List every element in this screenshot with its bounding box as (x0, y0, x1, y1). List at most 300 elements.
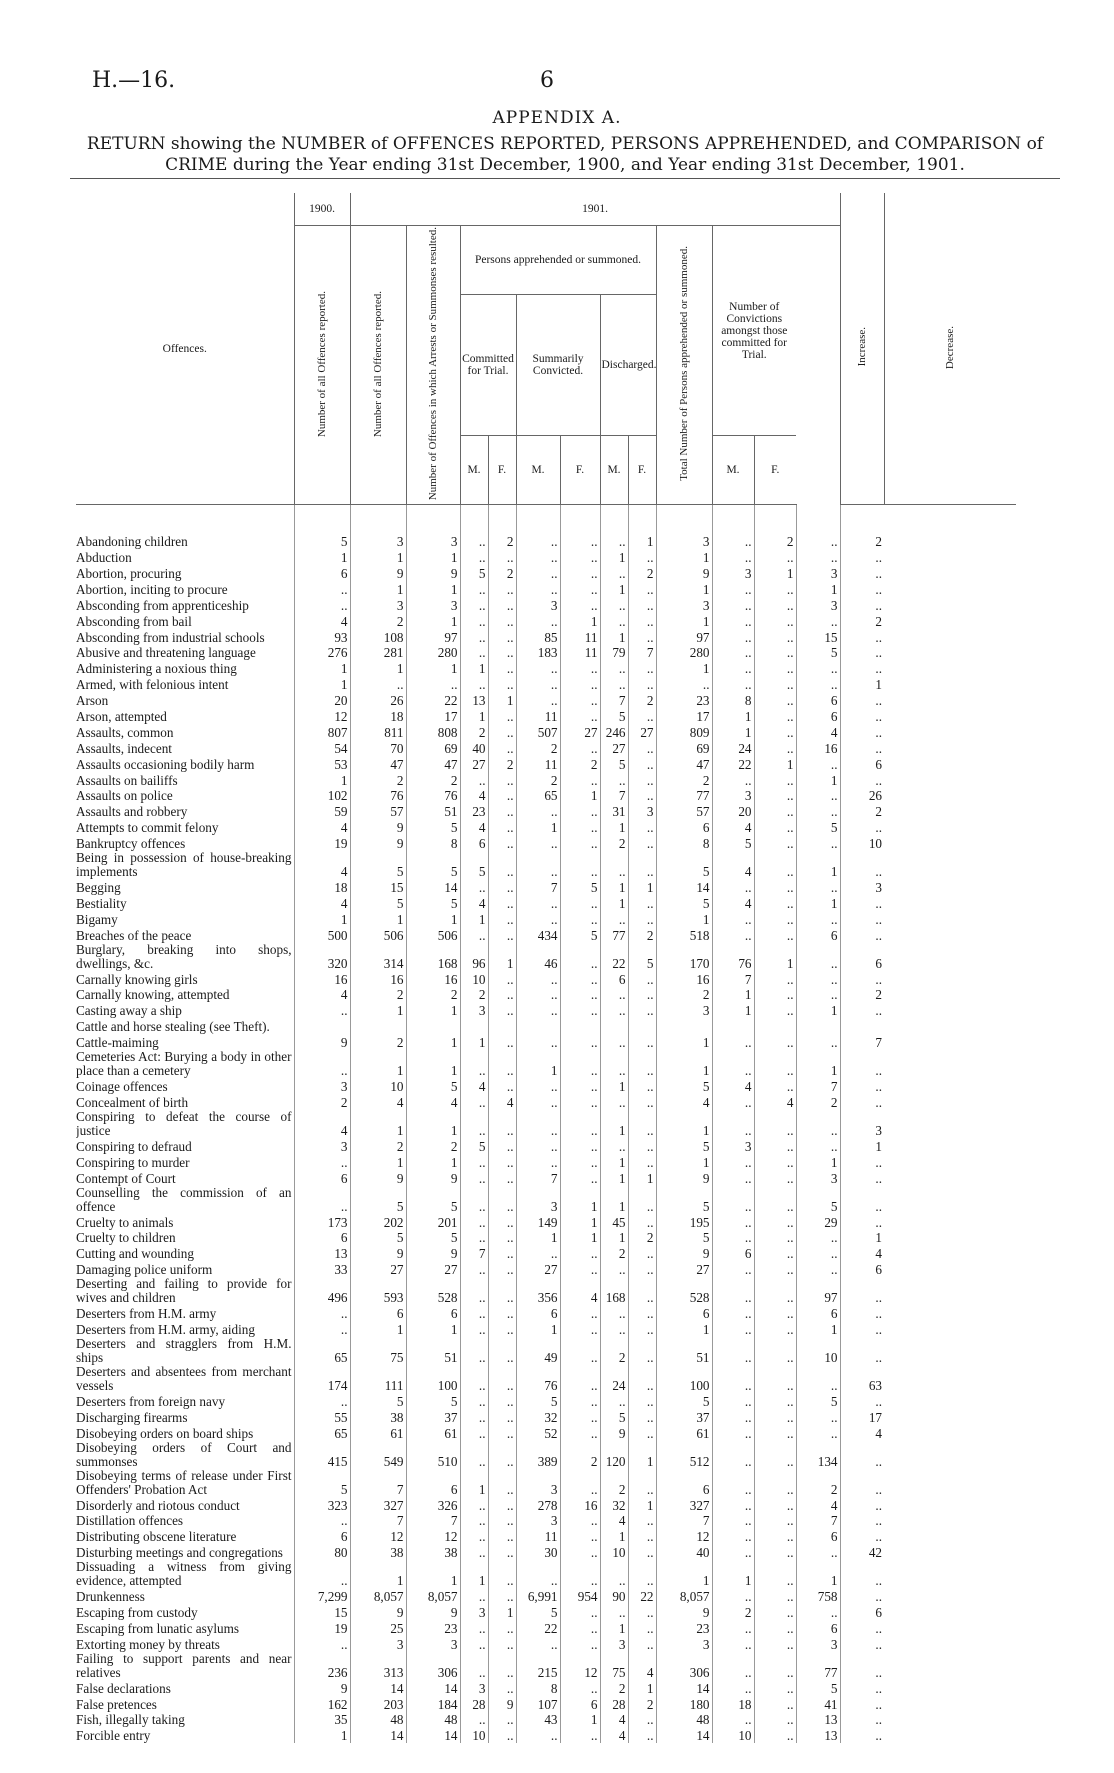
cell-r1900: 65 (294, 1425, 350, 1441)
cell-tot: 14 (656, 1727, 712, 1743)
cell-name: Dissuading a witness from giving evidence, attempted (76, 1560, 292, 1589)
cell-vm: 8 (712, 692, 754, 708)
cell-dm: 1 (600, 1528, 628, 1544)
cell-cf: .. (488, 772, 516, 788)
cell-sf: 1 (560, 788, 600, 804)
cell-arr: 3 (406, 1636, 460, 1652)
table-row (76, 987, 1016, 1003)
cell-df: .. (628, 1544, 656, 1560)
cell-vm: .. (712, 1321, 754, 1337)
cell-arr: 8,057 (406, 1588, 460, 1604)
cell-sf: 16 (560, 1497, 600, 1513)
col-discharged-m: M. (600, 436, 628, 505)
cell-r1901: 38 (350, 1544, 406, 1560)
cell-tot: 5 (656, 895, 712, 911)
cell-inc: .. (796, 835, 840, 851)
cell-vm: 4 (712, 895, 754, 911)
cell-r1901: 5 (350, 1230, 406, 1246)
cell-inc: .. (796, 549, 840, 565)
cell-name: Escaping from custody (76, 1604, 198, 1620)
cell-r1900: 5 (294, 1469, 350, 1497)
cell-vf: .. (754, 851, 796, 879)
cell-r1900: 1 (294, 1727, 350, 1743)
cell-tot: 1 (656, 911, 712, 927)
cell-tot: 512 (656, 1441, 712, 1469)
cell-vm: .. (712, 772, 754, 788)
cell-vm: 4 (712, 851, 754, 879)
table-row (76, 772, 1016, 788)
cell-name: Conspiring to defeat the course of justice (76, 1109, 292, 1138)
cell-inc: 6 (796, 1620, 840, 1636)
cell-vm: .. (712, 1441, 754, 1469)
cell-cm: 2 (460, 724, 488, 740)
table-row (76, 1652, 1016, 1680)
cell-sm: .. (516, 1636, 560, 1652)
cell-df: 7 (628, 645, 656, 661)
cell-name: Begging (76, 880, 121, 896)
cell-name: Counselling the commission of an offence (76, 1185, 292, 1214)
cell-name: Breaches of the peace (76, 927, 192, 943)
cell-name: Cutting and wounding (76, 1246, 194, 1262)
table-row (76, 1337, 1016, 1365)
cell-inc: .. (796, 987, 840, 1003)
cell-dec: .. (840, 565, 884, 581)
cell-vf: .. (754, 1245, 796, 1261)
cell-cm: .. (460, 927, 488, 943)
cell-cf: .. (488, 645, 516, 661)
cell-dec: .. (840, 660, 884, 676)
cell-cf: .. (488, 851, 516, 879)
cell-cm: .. (460, 645, 488, 661)
cell-vm: .. (712, 1469, 754, 1497)
cell-df: .. (628, 1245, 656, 1261)
cell-dec: .. (840, 597, 884, 613)
cell-vm: 2 (712, 1604, 754, 1620)
table-row (76, 740, 1016, 756)
cell-inc: .. (796, 1110, 840, 1138)
cell-arr: 27 (406, 1261, 460, 1277)
cell-cm: .. (460, 1277, 488, 1305)
cell-cm: 40 (460, 740, 488, 756)
col-convictions-f: F. (754, 436, 796, 505)
cell-r1901: 70 (350, 740, 406, 756)
cell-vf: .. (754, 1230, 796, 1246)
cell-arr: 69 (406, 740, 460, 756)
cell-cf: 2 (488, 505, 516, 550)
cell-tot: 23 (656, 692, 712, 708)
cell-cm: 28 (460, 1696, 488, 1712)
cell-sm: 6 (516, 1305, 560, 1321)
cell-sf: 1 (560, 1230, 600, 1246)
cell-df: .. (628, 581, 656, 597)
cell-name: Absconding from bail (76, 613, 192, 629)
cell-dm (600, 1018, 628, 1034)
cell-vf: .. (754, 1365, 796, 1393)
cell-vf: .. (754, 1337, 796, 1365)
cell-cf: .. (488, 724, 516, 740)
cell-tot: 14 (656, 1680, 712, 1696)
cell-sf: .. (560, 1154, 600, 1170)
cell-inc (796, 1018, 840, 1034)
cell-arr: 3 (406, 505, 460, 550)
cell-r1900: .. (294, 1560, 350, 1588)
cell-vf: .. (754, 1078, 796, 1094)
table-row (76, 1050, 1016, 1078)
cell-sf: .. (560, 505, 600, 550)
cell-cm: .. (460, 1214, 488, 1230)
cell-arr: 168 (406, 943, 460, 971)
cell-sf: .. (560, 1425, 600, 1441)
cell-dec: 2 (840, 505, 884, 550)
cell-r1900: 53 (294, 756, 350, 772)
cell-arr: 76 (406, 788, 460, 804)
cell-df: .. (628, 772, 656, 788)
cell-sf: .. (560, 597, 600, 613)
cell-dec: 10 (840, 835, 884, 851)
cell-vf: .. (754, 772, 796, 788)
cell-sm: .. (516, 1034, 560, 1050)
cell-r1900: .. (294, 1002, 350, 1018)
cell-cm: .. (460, 1588, 488, 1604)
cell-dec: .. (840, 1636, 884, 1652)
cell-r1901 (350, 1018, 406, 1034)
cell-tot: 51 (656, 1337, 712, 1365)
cell-vf: .. (754, 645, 796, 661)
cell-vf: .. (754, 1588, 796, 1604)
cell-vf: .. (754, 1528, 796, 1544)
cell-sf: .. (560, 1469, 600, 1497)
cell-df: 22 (628, 1588, 656, 1604)
cell-tot: 1 (656, 1034, 712, 1050)
cell-sf: .. (560, 835, 600, 851)
cell-df: .. (628, 911, 656, 927)
cell-arr: 1 (406, 581, 460, 597)
cell-r1901: 57 (350, 803, 406, 819)
cell-dm: 1 (600, 629, 628, 645)
table-row (76, 851, 1016, 879)
cell-name: Abortion, inciting to procure (76, 581, 228, 597)
cell-sf: .. (560, 740, 600, 756)
cell-cm: 3 (460, 1680, 488, 1696)
cell-tot: 23 (656, 1620, 712, 1636)
cell-dm: 90 (600, 1588, 628, 1604)
cell-sm: 52 (516, 1425, 560, 1441)
cell-r1901: 1 (350, 581, 406, 597)
cell-dec: .. (840, 1469, 884, 1497)
cell-vf: .. (754, 629, 796, 645)
table-row (76, 788, 1016, 804)
cell-sm: 434 (516, 927, 560, 943)
cell-vf: .. (754, 987, 796, 1003)
cell-vf: .. (754, 1604, 796, 1620)
cell-name: Absconding from apprenticeship (76, 597, 249, 613)
cell-df: 2 (628, 927, 656, 943)
cell-inc: 13 (796, 1712, 840, 1728)
cell-vm: .. (712, 676, 754, 692)
cell-cf: .. (488, 1528, 516, 1544)
cell-dm: .. (600, 1305, 628, 1321)
cell-r1900: 15 (294, 1604, 350, 1620)
cell-df: .. (628, 708, 656, 724)
cell-vm: .. (712, 629, 754, 645)
cell-cf: .. (488, 1544, 516, 1560)
cell-sm: .. (516, 549, 560, 565)
table-row (76, 1636, 1016, 1652)
cell-sf: .. (560, 911, 600, 927)
cell-cf: .. (488, 987, 516, 1003)
cell-r1901: 16 (350, 971, 406, 987)
cell-inc: 7 (796, 1513, 840, 1529)
cell-vm: .. (712, 1544, 754, 1560)
cell-vm (712, 1018, 754, 1034)
cell-cf: 1 (488, 1604, 516, 1620)
cell-vm: .. (712, 1050, 754, 1078)
cell-arr: 1 (406, 1110, 460, 1138)
cell-tot: 40 (656, 1544, 712, 1560)
cell-df: .. (628, 835, 656, 851)
cell-df: 2 (628, 1230, 656, 1246)
cell-cf: .. (488, 835, 516, 851)
cell-dec: .. (840, 1560, 884, 1588)
cell-sm: 85 (516, 629, 560, 645)
cell-vf: .. (754, 660, 796, 676)
cell-r1900: 500 (294, 927, 350, 943)
cell-sm: .. (516, 565, 560, 581)
cell-tot: 3 (656, 1636, 712, 1652)
cell-name: Deserters and stragglers from H.M. ships (76, 1336, 292, 1365)
cell-name: Assaults and robbery (76, 804, 188, 820)
cell-arr: 2 (406, 1138, 460, 1154)
cell-cm: 13 (460, 692, 488, 708)
cell-vm: 1 (712, 724, 754, 740)
table-row (76, 676, 1016, 692)
cell-name: Distributing obscene literature (76, 1529, 237, 1545)
cell-cf: .. (488, 740, 516, 756)
cell-sf: .. (560, 1170, 600, 1186)
cell-name: Failing to support parents and near relatives (76, 1651, 292, 1680)
cell-r1900: 320 (294, 943, 350, 971)
cell-vm: .. (712, 505, 754, 550)
cell-r1900: 1 (294, 911, 350, 927)
cell-cm: .. (460, 505, 488, 550)
table-row (76, 1441, 1016, 1469)
cell-vm: 3 (712, 1138, 754, 1154)
cell-r1901: 9 (350, 1170, 406, 1186)
cell-r1900: 4 (294, 819, 350, 835)
cell-dm: 1 (600, 1230, 628, 1246)
cell-tot: 518 (656, 927, 712, 943)
col-decrease: Decrease. (884, 193, 1016, 505)
cell-dm: 24 (600, 1365, 628, 1393)
cell-sf: 11 (560, 645, 600, 661)
cell-df: .. (628, 1337, 656, 1365)
cell-df: .. (628, 1078, 656, 1094)
cell-dm: 2 (600, 1469, 628, 1497)
cell-arr: 6 (406, 1469, 460, 1497)
cell-cf: 1 (488, 943, 516, 971)
cell-cf: .. (488, 1230, 516, 1246)
cell-cf: .. (488, 629, 516, 645)
cell-vm: .. (712, 1497, 754, 1513)
cell-name: Assaults occasioning bodily harm (76, 756, 255, 772)
cell-dm: .. (600, 1393, 628, 1409)
cell-arr: 38 (406, 1544, 460, 1560)
cell-cf: 1 (488, 692, 516, 708)
cell-df (628, 1018, 656, 1034)
cell-r1901: 48 (350, 1712, 406, 1728)
cell-vm: 1 (712, 1560, 754, 1588)
cell-vf: .. (754, 1636, 796, 1652)
cell-r1900: 496 (294, 1277, 350, 1305)
table-row (76, 1018, 1016, 1034)
table-row (76, 724, 1016, 740)
cell-dm: .. (600, 1034, 628, 1050)
cell-name: Bigamy (76, 911, 118, 927)
cell-r1900: .. (294, 1305, 350, 1321)
cell-r1901: 61 (350, 1425, 406, 1441)
col-reported-1901: Number of all Offences reported. (350, 226, 406, 505)
cell-r1900: 20 (294, 692, 350, 708)
cell-vf: .. (754, 613, 796, 629)
cell-inc: .. (796, 1365, 840, 1393)
cell-vm: .. (712, 1365, 754, 1393)
cell-df: .. (628, 1469, 656, 1497)
cell-cf: .. (488, 1186, 516, 1214)
cell-tot: 6 (656, 1469, 712, 1497)
table-row (76, 1544, 1016, 1560)
cell-df: 27 (628, 724, 656, 740)
cell-r1901: 5 (350, 851, 406, 879)
table-row (76, 835, 1016, 851)
cell-vf: .. (754, 971, 796, 987)
cell-r1900: 1 (294, 660, 350, 676)
cell-sf: .. (560, 660, 600, 676)
cell-vf: .. (754, 1138, 796, 1154)
cell-sm: 5 (516, 1604, 560, 1620)
cell-cm: .. (460, 1652, 488, 1680)
cell-sm: 5 (516, 1393, 560, 1409)
cell-vm: 20 (712, 803, 754, 819)
cell-r1900: 174 (294, 1365, 350, 1393)
cell-vf: .. (754, 1393, 796, 1409)
cell-r1900: .. (294, 1186, 350, 1214)
cell-cf: .. (488, 819, 516, 835)
cell-df: .. (628, 1034, 656, 1050)
cell-sf: 1 (560, 613, 600, 629)
cell-vm: 3 (712, 788, 754, 804)
cell-arr: 97 (406, 629, 460, 645)
cell-vm: .. (712, 597, 754, 613)
cell-name: Abusive and threatening language (76, 645, 256, 661)
cell-inc: 16 (796, 740, 840, 756)
cell-tot: 37 (656, 1409, 712, 1425)
cell-dec: .. (840, 708, 884, 724)
table-row (76, 1513, 1016, 1529)
cell-tot: 8 (656, 835, 712, 851)
cell-sf: .. (560, 1002, 600, 1018)
cell-dec: .. (840, 1513, 884, 1529)
cell-df: 5 (628, 943, 656, 971)
cell-cm: 96 (460, 943, 488, 971)
cell-dec: 7 (840, 1034, 884, 1050)
cell-dec: 17 (840, 1409, 884, 1425)
table-row (76, 1094, 1016, 1110)
cell-arr: 1 (406, 549, 460, 565)
cell-sf: 1 (560, 1712, 600, 1728)
cell-dm: 1 (600, 549, 628, 565)
cell-tot: 3 (656, 1002, 712, 1018)
cell-r1900: 13 (294, 1245, 350, 1261)
cell-vf: .. (754, 1261, 796, 1277)
cell-r1901: 3 (350, 1636, 406, 1652)
cell-vf: .. (754, 1620, 796, 1636)
table-row (76, 1620, 1016, 1636)
cell-name: Disorderly and riotous conduct (76, 1497, 240, 1513)
cell-cm: .. (460, 597, 488, 613)
col-committed: Committed for Trial. (460, 295, 516, 436)
cell-name: Coinage offences (76, 1079, 168, 1095)
cell-r1900: .. (294, 1513, 350, 1529)
table-row (76, 660, 1016, 676)
cell-sm: .. (516, 1138, 560, 1154)
cell-vm: 4 (712, 1078, 754, 1094)
cell-cf: .. (488, 1034, 516, 1050)
cell-vf: .. (754, 911, 796, 927)
cell-r1901: 313 (350, 1652, 406, 1680)
cell-name: Conspiring to defraud (76, 1138, 192, 1154)
cell-dm: .. (600, 851, 628, 879)
cell-vf: 1 (754, 756, 796, 772)
cell-cf: .. (488, 1560, 516, 1588)
cell-dm: 1 (600, 1110, 628, 1138)
table-row (76, 1680, 1016, 1696)
cell-cf: .. (488, 549, 516, 565)
cell-inc: 3 (796, 565, 840, 581)
cell-r1900: 9 (294, 1034, 350, 1050)
table-row (76, 549, 1016, 565)
cell-dec: 26 (840, 788, 884, 804)
cell-vf: .. (754, 692, 796, 708)
cell-vf: .. (754, 1050, 796, 1078)
cell-vf: .. (754, 1727, 796, 1743)
cell-cm: 2 (460, 987, 488, 1003)
cell-vm: 24 (712, 740, 754, 756)
cell-r1900: 65 (294, 1337, 350, 1365)
cell-cf: .. (488, 927, 516, 943)
cell-vf: .. (754, 676, 796, 692)
return-title: RETURN showing the NUMBER of OFFENCES REPORTED, PERSONS APPREHENDED, and COMPARISON of CRIME during the Year ending 31st December, 1900, and Year ending 31st December, 1901. (86, 134, 1044, 175)
cell-sf: .. (560, 1050, 600, 1078)
cell-tot: 1 (656, 1321, 712, 1337)
cell-vm: .. (712, 660, 754, 676)
cell-inc: 41 (796, 1696, 840, 1712)
table-row (76, 1528, 1016, 1544)
cell-r1900: 1 (294, 772, 350, 788)
cell-name: Administering a noxious thing (76, 661, 237, 677)
cell-cm: .. (460, 1170, 488, 1186)
cell-r1901: 1 (350, 1321, 406, 1337)
cell-r1901: 203 (350, 1696, 406, 1712)
cell-dec: 6 (840, 1261, 884, 1277)
cell-name: Distillation offences (76, 1513, 184, 1529)
cell-r1901: 10 (350, 1078, 406, 1094)
cell-sf: .. (560, 1620, 600, 1636)
cell-vm: .. (712, 1513, 754, 1529)
cell-vf: .. (754, 1277, 796, 1305)
cell-sf: 27 (560, 724, 600, 740)
cell-inc: 7 (796, 1078, 840, 1094)
cell-r1900: 4 (294, 987, 350, 1003)
